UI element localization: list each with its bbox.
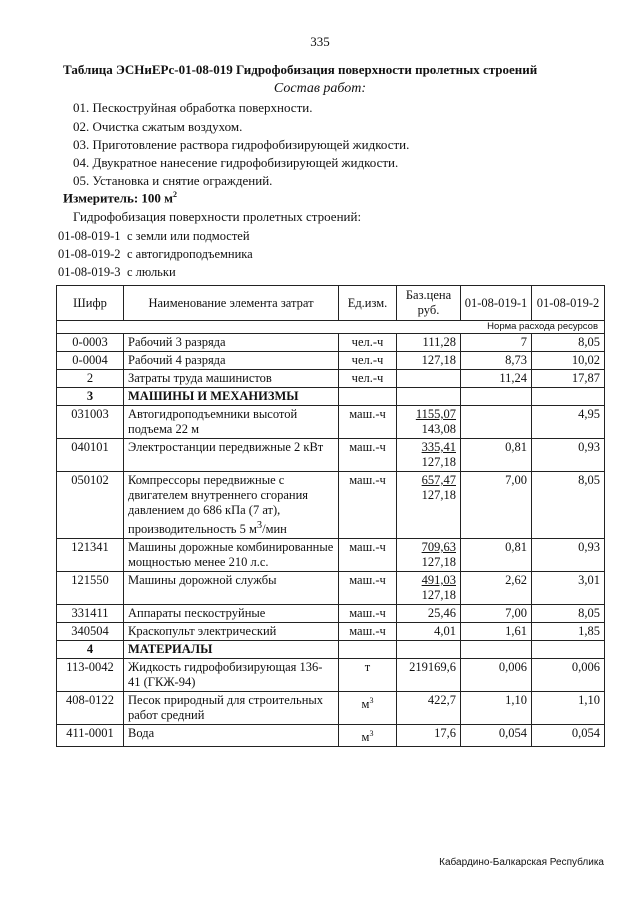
table-row <box>57 352 605 370</box>
header-price: Баз.цена руб. <box>397 286 461 321</box>
table-row <box>57 334 605 352</box>
row-value-2: 8,05 <box>532 605 605 623</box>
variant-line <box>58 265 176 280</box>
header-code: Шифр <box>57 286 124 321</box>
row-value-1: 8,73 <box>461 352 532 370</box>
section-number: 3 <box>57 388 124 406</box>
row-name: Затраты труда машинистов <box>124 370 339 388</box>
row-value-1: 7 <box>461 334 532 352</box>
table-row <box>57 406 605 439</box>
row-unit: чел.-ч <box>339 370 397 388</box>
row-unit: чел.-ч <box>339 334 397 352</box>
variant-code: 01-08-019-1 <box>58 229 121 243</box>
row-value-2: 4,95 <box>532 406 605 439</box>
row-price: 4,01 <box>397 623 461 641</box>
section-title: МАТЕРИАЛЫ <box>124 641 339 659</box>
row-name: Машины дорожной службы <box>124 572 339 605</box>
row-unit: $м^3$ <box>339 725 397 747</box>
variant-text: с автогидроподъемника <box>127 247 253 261</box>
row-code: 331411 <box>57 605 124 623</box>
row-unit: маш.-ч <box>339 623 397 641</box>
row-name: Краскопульт электрический <box>124 623 339 641</box>
row-value-1: 0,006 <box>461 659 532 692</box>
norm-row <box>57 321 605 334</box>
norm-label: Норма расхода ресурсов <box>57 321 605 334</box>
row-value-2: 0,93 <box>532 439 605 472</box>
table-row <box>57 539 605 572</box>
work-item: 03. Приготовление раствора гидрофобизирующей жидкости. <box>73 137 410 152</box>
table-row <box>57 605 605 623</box>
row-value-2: 0,93 <box>532 539 605 572</box>
row-code: 411-0001 <box>57 725 124 747</box>
row-unit: чел.-ч <box>339 352 397 370</box>
row-value-1: 0,054 <box>461 725 532 747</box>
table-header-row <box>57 286 605 321</box>
row-name: Рабочий 3 разряда <box>124 334 339 352</box>
row-price: 657,47 127,18 <box>397 472 461 539</box>
row-unit: маш.-ч <box>339 539 397 572</box>
row-price: 335,41 127,18 <box>397 439 461 472</box>
row-unit: $м^3$ <box>339 692 397 725</box>
work-description: Гидрофобизация поверхности пролетных строений: <box>73 209 362 224</box>
header-variant-1: 01-08-019-1 <box>461 286 532 321</box>
table-title: Таблица ЭСНиЕРс-01-08-019 Гидрофобизация поверхности пролетных строений <box>63 62 538 77</box>
row-unit: маш.-ч <box>339 406 397 439</box>
row-name: Рабочий 4 разряда <box>124 352 339 370</box>
row-name: Машины дорожные комбинированные мощностью менее 210 л.с. <box>124 539 339 572</box>
row-unit: маш.-ч <box>339 605 397 623</box>
table-row <box>57 623 605 641</box>
row-value-1: 2,62 <box>461 572 532 605</box>
row-name: Вода <box>124 725 339 747</box>
work-item: 04. Двукратное нанесение гидрофобизирующей жидкости. <box>73 155 399 170</box>
row-name: Компрессоры передвижные с двигателем внутреннего сгорания давлением до 686 кПа (7 ат), производительность 5 $м^3$/мин <box>124 472 339 539</box>
row-unit: маш.-ч <box>339 439 397 472</box>
composition-heading: Состав работ: <box>273 81 367 96</box>
header-name: Наименование элемента затрат <box>124 286 339 321</box>
row-price: 1155,07 143,08 <box>397 406 461 439</box>
table-row <box>57 572 605 605</box>
measure-unit: Измеритель: 100 $м^2$ <box>63 190 178 206</box>
table-row <box>57 439 605 472</box>
row-price: 17,6 <box>397 725 461 747</box>
row-value-1: 0,81 <box>461 539 532 572</box>
row-value-2: 0,006 <box>532 659 605 692</box>
table-row <box>57 692 605 725</box>
work-item: 02. Очистка сжатым воздухом. <box>73 119 243 134</box>
header-variant-2: 01-08-019-2 <box>532 286 605 321</box>
row-value-2: 3,01 <box>532 572 605 605</box>
section-row <box>57 641 605 659</box>
work-item: 05. Установка и снятие ограждений. <box>73 173 273 188</box>
variant-text: с люльки <box>127 265 176 279</box>
variant-code: 01-08-019-2 <box>58 247 121 261</box>
row-code: 0-0004 <box>57 352 124 370</box>
row-value-1: 1,10 <box>461 692 532 725</box>
row-unit: т <box>339 659 397 692</box>
row-code: 121341 <box>57 539 124 572</box>
row-name: Песок природный для строительных работ средний <box>124 692 339 725</box>
row-value-2: 10,02 <box>532 352 605 370</box>
row-name: Жидкость гидрофобизирующая 136-41 (ГКЖ-94) <box>124 659 339 692</box>
row-unit: маш.-ч <box>339 472 397 539</box>
work-item: 01. Пескоструйная обработка поверхности. <box>73 100 313 115</box>
row-code: 050102 <box>57 472 124 539</box>
row-value-2: 1,85 <box>532 623 605 641</box>
row-value-2: 8,05 <box>532 472 605 539</box>
row-value-2: 1,10 <box>532 692 605 725</box>
section-row <box>57 388 605 406</box>
variant-code: 01-08-019-3 <box>58 265 121 279</box>
row-name: Электростанции передвижные 2 кВт <box>124 439 339 472</box>
row-value-2: 17,87 <box>532 370 605 388</box>
row-value-1: 1,61 <box>461 623 532 641</box>
row-price: 127,18 <box>397 352 461 370</box>
row-code: 040101 <box>57 439 124 472</box>
variant-line <box>58 247 253 262</box>
row-code: 2 <box>57 370 124 388</box>
row-code: 031003 <box>57 406 124 439</box>
row-value-1: 7,00 <box>461 472 532 539</box>
section-title: МАШИНЫ И МЕХАНИЗМЫ <box>124 388 339 406</box>
row-code: 0-0003 <box>57 334 124 352</box>
row-code: 408-0122 <box>57 692 124 725</box>
row-price: 709,63 127,18 <box>397 539 461 572</box>
row-value-2: 0,054 <box>532 725 605 747</box>
row-price: 422,7 <box>397 692 461 725</box>
table-row <box>57 725 605 747</box>
row-value-1 <box>461 406 532 439</box>
row-price: 491,03 127,18 <box>397 572 461 605</box>
table-row <box>57 472 605 539</box>
row-code: 340504 <box>57 623 124 641</box>
variant-line <box>58 229 250 244</box>
variant-text: с земли или подмостей <box>127 229 250 243</box>
row-value-1: 11,24 <box>461 370 532 388</box>
row-price: 111,28 <box>397 334 461 352</box>
table-row <box>57 659 605 692</box>
section-number: 4 <box>57 641 124 659</box>
header-unit: Ед.изм. <box>339 286 397 321</box>
row-name: Автогидроподъемники высотой подъема 22 м <box>124 406 339 439</box>
row-name: Аппараты пескоструйные <box>124 605 339 623</box>
page-number: 335 <box>310 34 330 49</box>
row-value-1: 7,00 <box>461 605 532 623</box>
row-price <box>397 370 461 388</box>
row-price: 25,46 <box>397 605 461 623</box>
row-code: 121550 <box>57 572 124 605</box>
row-value-2: 8,05 <box>532 334 605 352</box>
row-unit: маш.-ч <box>339 572 397 605</box>
row-value-1: 0,81 <box>461 439 532 472</box>
table-row <box>57 370 605 388</box>
resource-table <box>56 285 605 747</box>
row-price: 219169,6 <box>397 659 461 692</box>
row-code: 113-0042 <box>57 659 124 692</box>
page-footer: Кабардино-Балкарская Республика <box>439 857 604 868</box>
